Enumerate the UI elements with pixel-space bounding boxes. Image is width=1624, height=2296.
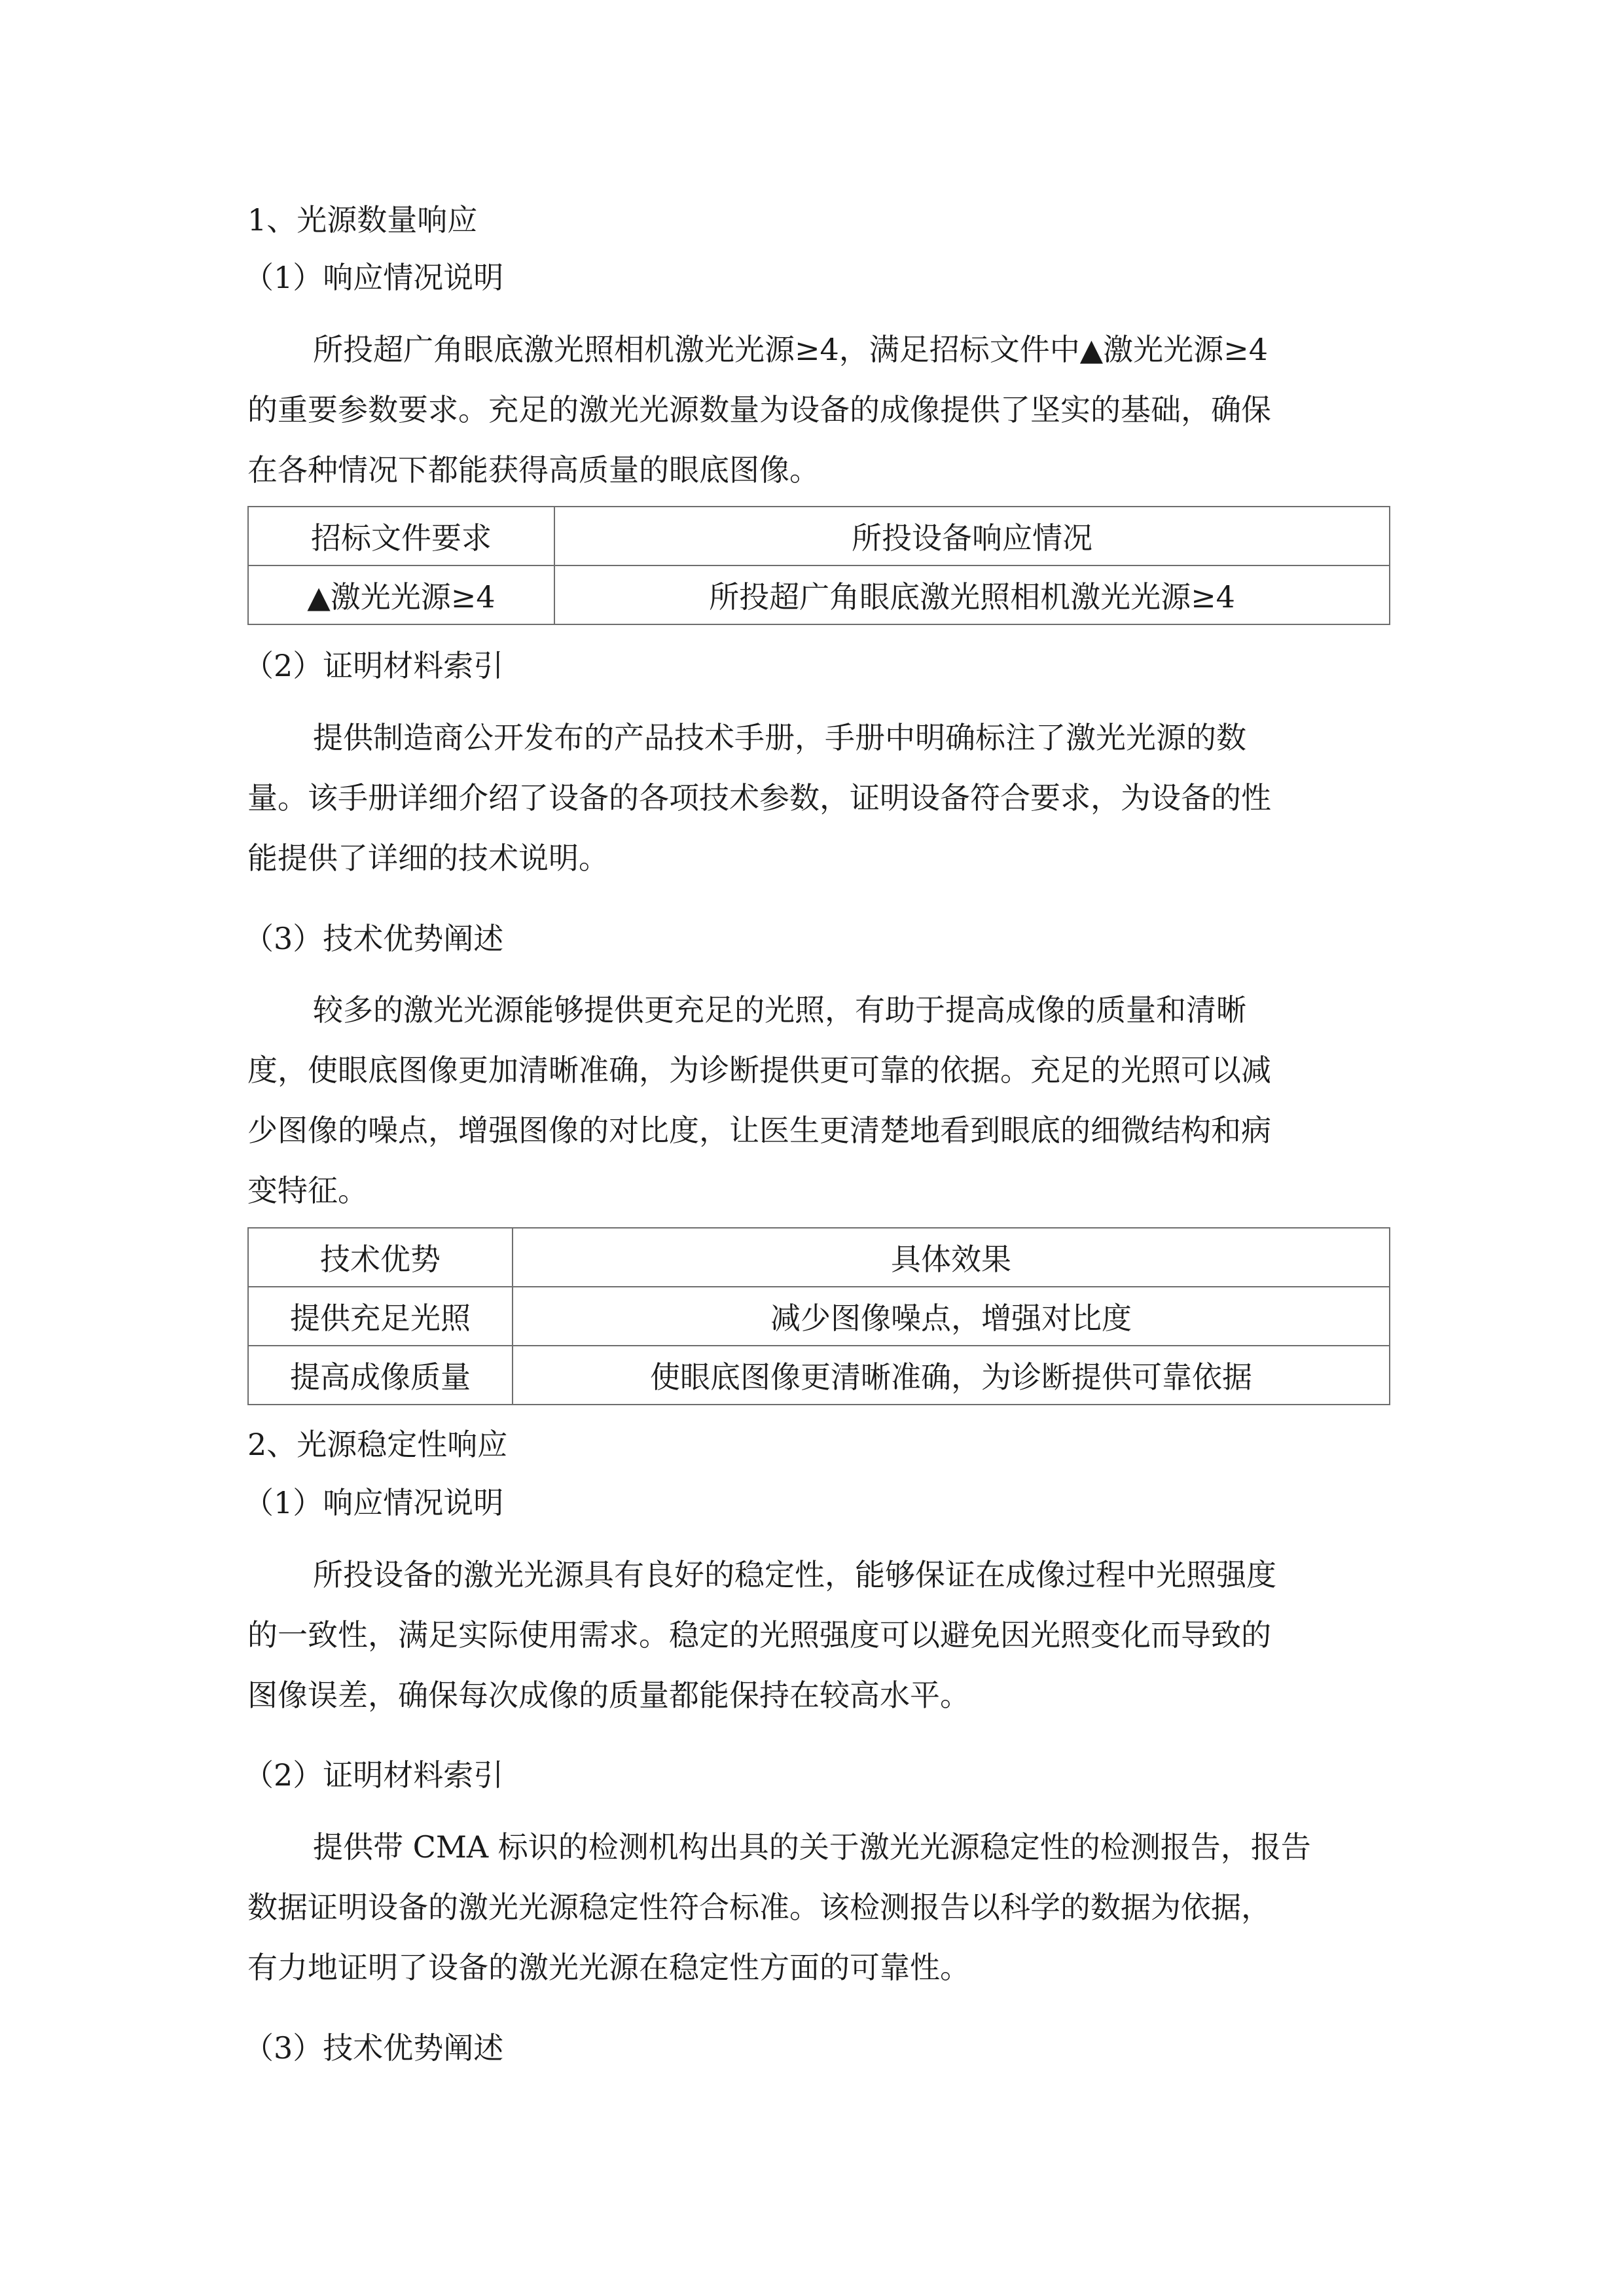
table-row — [248, 565, 1390, 624]
paragraph-line: 的重要参数要求。充足的激光光源数量为设备的成像提供了坚实的基础，确保 — [247, 392, 1271, 427]
paragraph-line: 有力地证明了设备的激光光源在稳定性方面的可靠性。 — [247, 1950, 970, 1985]
paragraph-line: 能提供了详细的技术说明。 — [247, 840, 609, 876]
paragraph-line: 所投超广角眼底激光照相机激光光源≥4，满足招标文件中▲激光光源≥4 — [313, 332, 1268, 367]
paragraph-line: 较多的激光光源能够提供更充足的光照，有助于提高成像的质量和清晰 — [313, 992, 1246, 1028]
table-header-cell: 所投设备响应情况 — [554, 507, 1390, 565]
paragraph-line: 在各种情况下都能获得高质量的眼底图像。 — [247, 452, 820, 488]
table-cell: 提供充足光照 — [248, 1287, 513, 1346]
table-cell: 使眼底图像更清晰准确，为诊断提供可靠依据 — [513, 1346, 1390, 1405]
paragraph-line: 少图像的噪点，增强图像的对比度，让医生更清楚地看到眼底的细微结构和病 — [247, 1113, 1271, 1148]
table-row — [248, 1346, 1390, 1405]
section-2-heading: 2、光源稳定性响应 — [247, 1427, 508, 1462]
paragraph-line: 量。该手册详细介绍了设备的各项技术参数，证明设备符合要求，为设备的性 — [247, 780, 1271, 816]
paragraph-line: 提供制造商公开发布的产品技术手册，手册中明确标注了激光光源的数 — [313, 720, 1246, 755]
table-header-cell: 技术优势 — [248, 1228, 513, 1287]
section-2-sub-evidence: （2）证明材料索引 — [244, 1757, 504, 1793]
table-header-row — [248, 1228, 1390, 1287]
section-2-sub-response: （1）响应情况说明 — [244, 1485, 504, 1520]
section-1-heading: 1、光源数量响应 — [247, 202, 478, 238]
section-2-paragraph-response — [247, 1545, 1390, 1725]
paragraph-line: 变特征。 — [247, 1173, 368, 1208]
table-header-cell: 招标文件要求 — [248, 507, 554, 565]
table-header-cell: 具体效果 — [513, 1228, 1390, 1287]
paragraph-line: 提供带 CMA 标识的检测机构出具的关于激光光源稳定性的检测报告，报告 — [313, 1829, 1311, 1865]
section-1-sub-evidence: （2）证明材料索引 — [244, 648, 504, 683]
table-header-row — [248, 507, 1390, 565]
advantages-table — [247, 1227, 1390, 1405]
paragraph-line: 数据证明设备的激光光源稳定性符合标准。该检测报告以科学的数据为依据， — [247, 1890, 1271, 1925]
paragraph-line: 所投设备的激光光源具有良好的稳定性，能够保证在成像过程中光照强度 — [313, 1557, 1276, 1592]
table-cell: 所投超广角眼底激光照相机激光光源≥4 — [554, 565, 1390, 624]
paragraph-line: 图像误差，确保每次成像的质量都能保持在较高水平。 — [247, 1677, 970, 1713]
table-row — [248, 1287, 1390, 1346]
paragraph-line: 的一致性，满足实际使用需求。稳定的光照强度可以避免因光照变化而导致的 — [247, 1617, 1271, 1653]
section-1-paragraph-evidence — [247, 708, 1390, 888]
table-cell: 提高成像质量 — [248, 1346, 513, 1405]
section-2-paragraph-evidence — [247, 1817, 1390, 1998]
paragraph-line: 度，使眼底图像更加清晰准确，为诊断提供更可靠的依据。充足的光照可以减 — [247, 1052, 1271, 1088]
requirements-table — [247, 506, 1390, 625]
section-1-paragraph-response — [247, 319, 1390, 500]
section-1-sub-advantage: （3）技术优势阐述 — [244, 921, 504, 956]
section-1-paragraph-advantage — [247, 980, 1390, 1221]
section-2-sub-advantage: （3）技术优势阐述 — [244, 2030, 504, 2066]
table-cell: ▲激光光源≥4 — [248, 565, 554, 624]
section-1-sub-response: （1）响应情况说明 — [244, 260, 504, 295]
table-cell: 减少图像噪点，增强对比度 — [513, 1287, 1390, 1346]
